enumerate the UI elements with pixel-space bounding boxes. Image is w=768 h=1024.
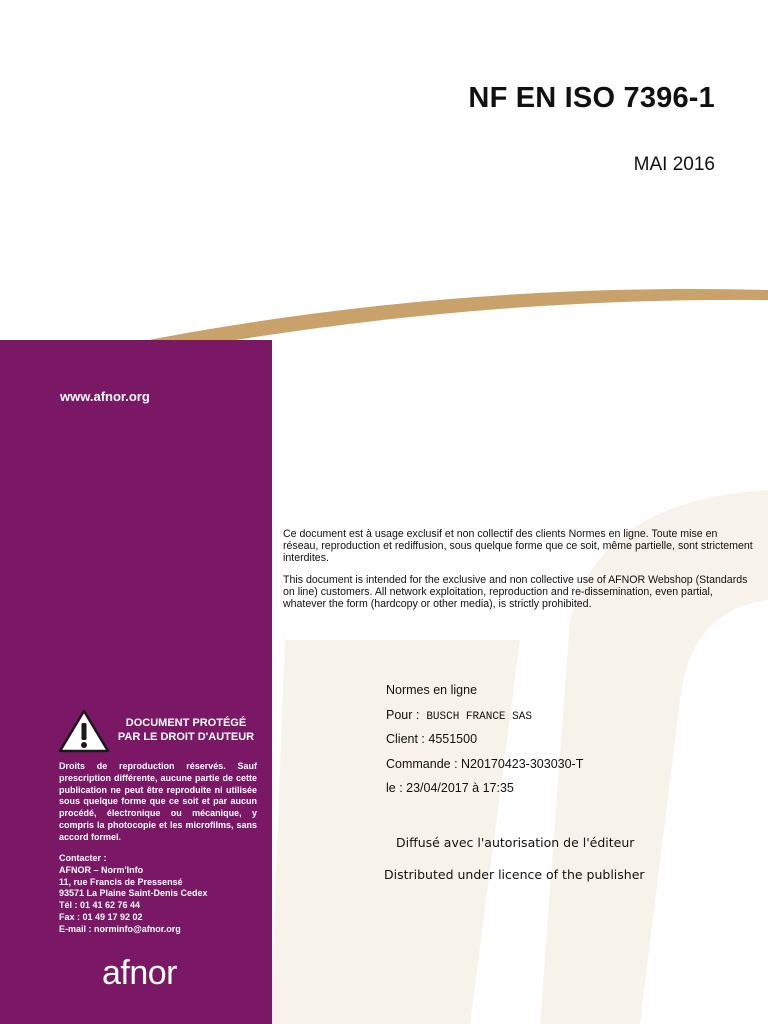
contact-line: 11, rue Francis de Pressensé xyxy=(59,876,183,887)
order-customer xyxy=(386,708,583,733)
contact-line: AFNOR – Norm'Info xyxy=(59,864,144,875)
licence-notice-fr: Diffusé avec l'autorisation de l'éditeur xyxy=(396,835,635,850)
contact-fax: Fax : 01 49 17 92 02 xyxy=(59,911,143,922)
usage-notice xyxy=(283,528,753,620)
contact-phone: Tél : 01 41 62 76 44 xyxy=(59,900,141,911)
order-service: Normes en ligne xyxy=(386,683,478,697)
rights-reserved-text: Droits de reproduction réservés. Sauf prescription différente, aucune partie de cette publication ne peut être reproduite ni utilisée sous quelque forme que ce soit et par aucun procédé, électronique ou mécanique, y compris la photocopie et les microfilms, sans accord formel. xyxy=(59,761,257,842)
warning-triangle-icon xyxy=(57,708,111,754)
order-date: le : 23/04/2017 à 17:35 xyxy=(386,781,514,795)
afnor-logo: afnor xyxy=(102,954,177,992)
copyright-protection-box xyxy=(57,708,261,754)
contact-block xyxy=(59,853,259,936)
publication-date: MAI 2016 xyxy=(633,154,715,175)
contact-email[interactable]: E-mail : norminfo@afnor.org xyxy=(59,923,181,934)
protection-label-line1: DOCUMENT PROTÉGÉ xyxy=(125,717,247,729)
contact-heading: Contacter : xyxy=(59,853,107,863)
standard-title: NF EN ISO 7396-1 xyxy=(468,82,715,114)
contact-line: 93571 La Plaine Saint-Denis Cedex xyxy=(59,888,208,899)
order-customer-value: BUSCH FRANCE SAS xyxy=(426,710,532,723)
order-number: Commande : N20170423-303030-T xyxy=(386,756,584,771)
order-info xyxy=(386,683,583,806)
order-customer-label: Pour : xyxy=(386,707,420,722)
usage-notice-fr: Ce document est à usage exclusif et non collectif des clients Normes en ligne. Toute mise en réseau, reproduction et rediffusion, sous quelque forme que ce soit, même partielle, sont strictement interdites. xyxy=(283,528,753,564)
usage-notice-en: This document is intended for the exclusive and non collective use of AFNOR Webshop (Standards on line) customers. All network exploitation, reproduction and re-dissemination, even partial, whatever the form (hardcopy or other media), is strictly prohibited. xyxy=(283,574,748,610)
licence-notice-en: Distributed under licence of the publisher xyxy=(384,867,645,882)
protection-label-line2: PAR LE DROIT D'AUTEUR xyxy=(117,731,255,743)
protection-label xyxy=(111,716,261,744)
website-link[interactable]: www.afnor.org xyxy=(60,389,150,404)
order-client: Client : 4551500 xyxy=(386,732,478,746)
